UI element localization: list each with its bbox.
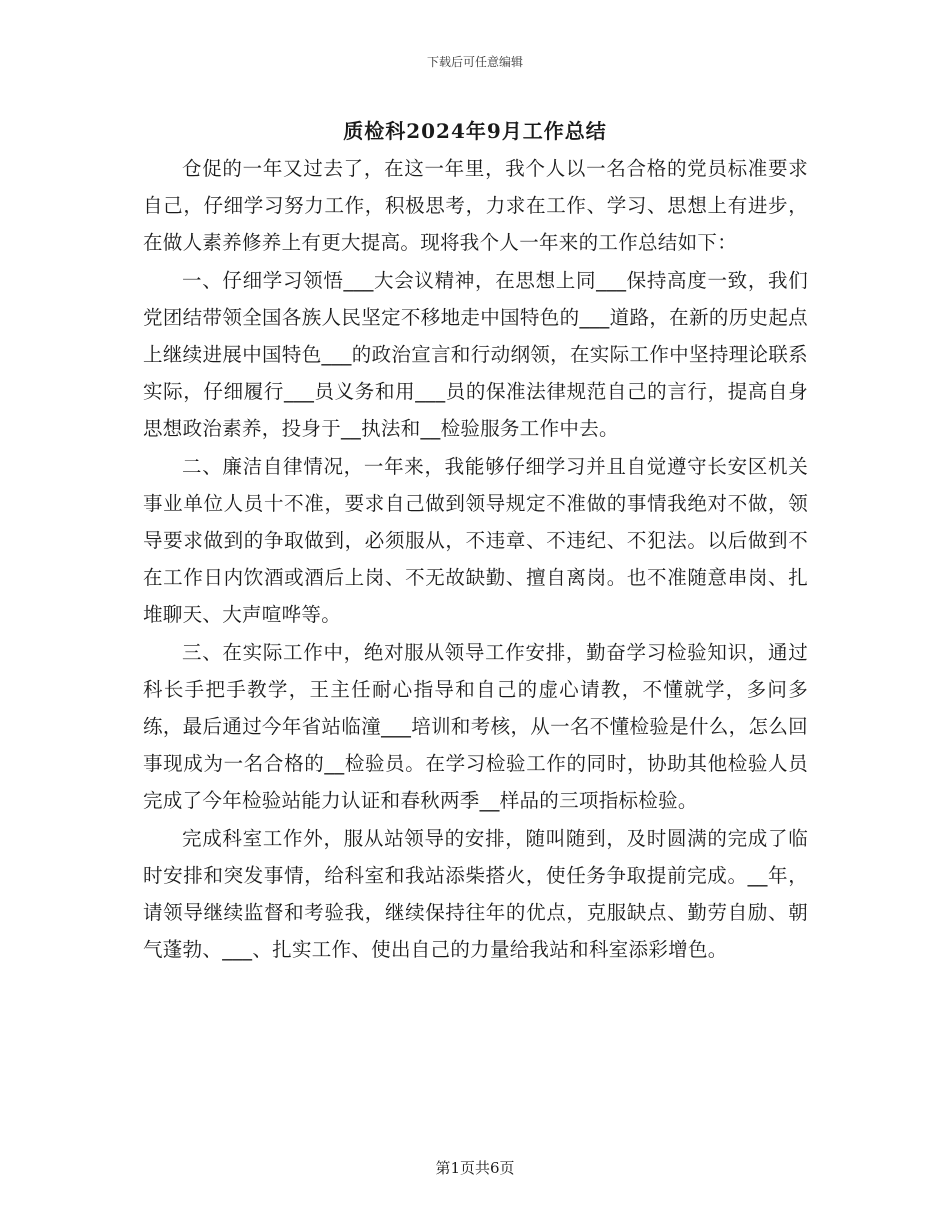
paragraph-section-1: 一、仔细学习领悟___大会议精神，在思想上同___保持高度一致，我们党团结带领全国各族人民坚定不移地走中国特色的___道路，在新的历史起点上继续进展中国特色___的政治宣言和行动纲领，在实际工作中坚持理论联系实际，仔细履行___员义务和用___员的保准法律规范自己的言行，提高自身思想政治素养，投身于__执法和__检验服务工作中去。 xyxy=(143,268,808,441)
paragraph-intro: 仓促的一年又过去了，在这一年里，我个人以一名合格的党员标准要求自己，仔细学习努力工作，积极思考，力求在工作、学习、思想上有进步，在做人素养修养上有更大提高。现将我个人一年来的工作总结如下： xyxy=(143,157,808,255)
paragraph-closing: 完成科室工作外，服从站领导的安排，随叫随到，及时圆满的完成了临时安排和突发事情，给科室和我站添柴搭火，使任务争取提前完成。__年，请领导继续监督和考验我，继续保持往年的优点，克服缺点、勤劳自励、朝气蓬勃、___、扎实工作、使出自己的力量给我站和科室添彩增色。 xyxy=(143,826,808,962)
document-title: 质检科2024年9月工作总结 xyxy=(343,119,607,143)
paragraph-section-3: 三、在实际工作中，绝对服从领导工作安排，勤奋学习检验知识，通过科长手把手教学，王主任耐心指导和自己的虚心请教，不懂就学，多问多练，最后通过今年省站临潼___培训和考核，从一名不懂检验是什么，怎么回事现成为一名合格的__检验员。在学习检验工作的同时，协助其他检验人员完成了今年检验站能力认证和春秋两季__样品的三项指标检验。 xyxy=(143,640,808,813)
document-body xyxy=(143,150,808,968)
header-note: 下载后可任意编辑 xyxy=(426,55,523,69)
page-indicator: 第1页共6页 xyxy=(435,1159,515,1177)
paragraph-section-2: 二、廉洁自律情况，一年来，我能够仔细学习并且自觉遵守长安区机关事业单位人员十不准，要求自己做到领导规定不准做的事情我绝对不做，领导要求做到的争取做到，必须服从，不违章、不违纪、不犯法。以后做到不在工作日内饮酒或酒后上岗、不无故缺勤、擅自离岗。也不准随意串岗、扎堆聊天、大声喧哗等。 xyxy=(143,454,808,627)
